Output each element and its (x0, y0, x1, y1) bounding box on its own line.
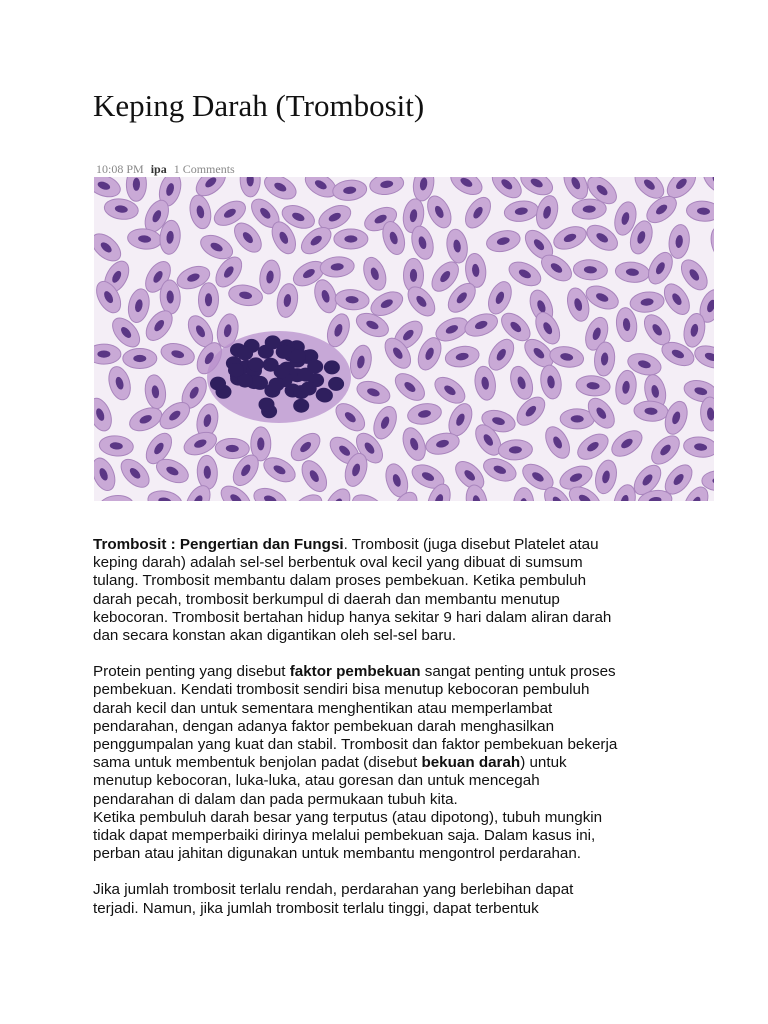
post-author[interactable]: ipa (150, 162, 167, 176)
paragraph-1: Trombosit : Pengertian dan Fungsi. Trombosit (juga disebut Platelet atau keping darah) adalah sel-sel berbentuk oval kecil yang dibuat di sumsum tulang. Trombosit membantu dalam proses pembekuan. Ketika pembuluh darah pecah, trombosit berkumpul di daerah dan membantu menutup kebocoran. Trombosit bertahan hidup hanya sekitar 9 hari dalam aliran darah dan secara konstan akan digantikan oleh sel-sel baru. (93, 536, 612, 645)
section-heading: Trombosit : Pengertian dan Fungsi (93, 536, 344, 553)
term-bekuan-darah: bekuan darah (421, 754, 521, 772)
post-meta (96, 162, 235, 176)
blood-cells-micrograph-icon (94, 177, 714, 501)
article-body (93, 536, 693, 918)
article-title: Keping Darah (Trombosit) (93, 88, 425, 123)
paragraph-2: Protein penting yang disebut faktor pembekuan sangat penting untuk proses pembekuan. Kendati trombosit sendiri bisa menutup kebocoran pembuluh darah kecil dan untuk sementara menghentikan atau memperlambat pendarahan, dengan adanya faktor pembekuan darah menghasilkan penggumpalan yang kuat dan stabil. Trombosit dan faktor pembekuan bekerja sama untuk membentuk benjolan padat (disebut bekuan darah) untuk menutup kebocoran, luka-luka, atau goresan dan untuk mencegah pendarahan di dalam dan pada permukaan tubuh kita. Ketika pembuluh darah besar yang terputus (atau dipotong), tubuh mungkin tidak dapat memperbaiki dirinya melalui pembekuan saja. Dalam kasus ini, perban atau jahitan digunakan untuk membantu mengontrol perdarahan. (93, 663, 618, 863)
blood-cells-image (94, 177, 714, 501)
comments-link[interactable]: 1 Comments (173, 162, 235, 176)
term-faktor-pembekuan: faktor pembekuan (289, 663, 421, 681)
paragraph-3: Jika jumlah trombosit terlalu rendah, perdarahan yang berlebihan dapat terjadi. Namun, jika jumlah trombosit terlalu tinggi, dapat terbentuk (93, 881, 574, 917)
post-time: 10:08 PM (96, 162, 144, 176)
